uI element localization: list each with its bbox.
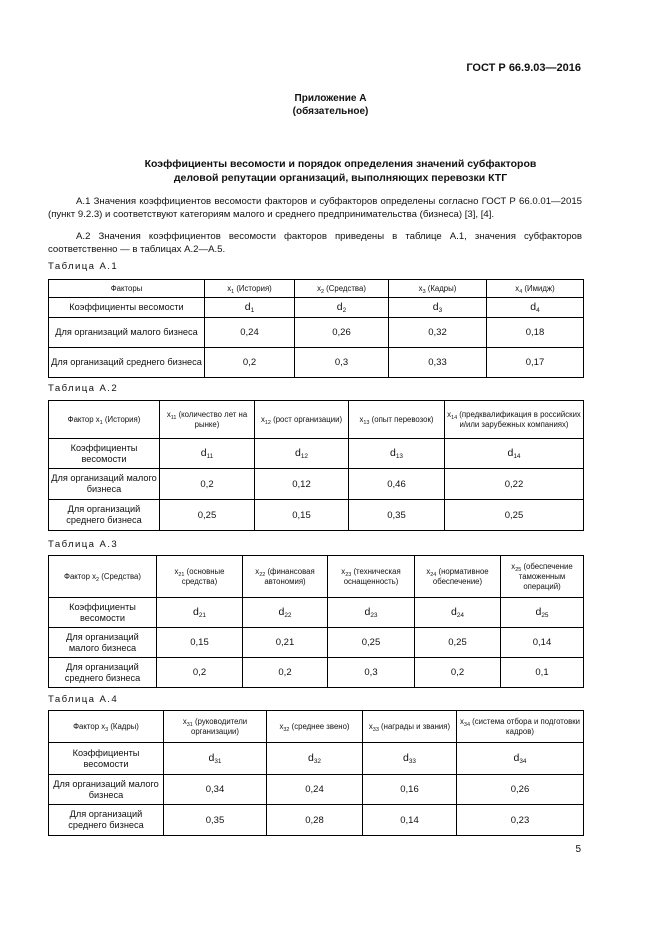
- paragraph-a2: А.2 Значения коэффициентов весомости факторов приведены в таблице А.1, значения субфакторов соответственно — в таблицах А.2—А.5.: [48, 231, 582, 255]
- value-cell: [157, 598, 243, 628]
- header-text: (основные средства): [181, 566, 225, 586]
- table-a1: [48, 279, 584, 378]
- symbol-subscript: 4: [519, 288, 523, 295]
- row-label: Для организаций среднего бизнеса: [49, 805, 164, 836]
- symbol-subscript: 3: [438, 307, 443, 314]
- header-cell: [267, 711, 363, 743]
- symbol-subscript: 13: [395, 453, 403, 460]
- symbol: x: [166, 409, 171, 419]
- value-cell: [363, 805, 457, 836]
- symbol: d: [200, 447, 207, 459]
- row-label: Коэффициенты весомости: [49, 439, 160, 469]
- table-row: [49, 439, 584, 469]
- row-label: Для организаций среднего бизнеса: [49, 500, 160, 531]
- symbol-subscript: 14: [513, 453, 521, 460]
- table-a3-caption: Таблица А.3: [48, 539, 119, 550]
- cell-value: 0,24: [240, 327, 259, 338]
- value-cell: [164, 775, 267, 805]
- table-a1-caption: Таблица А.1: [48, 261, 119, 272]
- symbol-subscript: 33: [408, 758, 416, 765]
- symbol: x: [418, 283, 423, 293]
- value-cell: [501, 628, 584, 658]
- symbol: d: [513, 752, 520, 764]
- cell-value: 0,2: [192, 667, 207, 678]
- value-cell: [501, 598, 584, 628]
- header-text: (система отбора и подготовки кадров): [469, 716, 580, 736]
- symbol-subscript: 3: [422, 288, 426, 295]
- symbol: x: [255, 566, 260, 576]
- cell-value: 0,12: [292, 478, 311, 490]
- value-cell: [243, 628, 328, 658]
- cell-value: 0,34: [205, 784, 225, 795]
- symbol-subscript: 25: [541, 612, 549, 619]
- value-cell: [389, 318, 487, 348]
- table-row: [49, 628, 584, 658]
- table-a4-caption: Таблица А.4: [48, 694, 119, 705]
- header-text: (количество лет на рынке): [176, 409, 248, 429]
- cell-value: 0,2: [278, 667, 292, 678]
- symbol: x: [101, 721, 106, 731]
- header-cell: [445, 401, 584, 439]
- symbol-subscript: 31: [214, 758, 222, 765]
- appendix-heading: [0, 92, 661, 118]
- value-cell: [164, 805, 267, 836]
- cell-value: 0,24: [305, 784, 324, 795]
- symbol-subscript: 21: [198, 612, 206, 619]
- value-cell: [415, 628, 501, 658]
- header-label: Факторы: [110, 283, 143, 293]
- symbol: d: [307, 752, 314, 764]
- row-label: Для организаций малого бизнеса: [49, 628, 157, 658]
- symbol-subscript: 2: [96, 576, 100, 583]
- value-cell: [255, 439, 349, 469]
- symbol: x: [426, 566, 431, 576]
- symbol-subscript: 2: [342, 307, 347, 314]
- cell-value: 0,26: [332, 327, 351, 338]
- cell-value: 0,21: [275, 637, 295, 648]
- symbol: d: [208, 752, 215, 764]
- header-text: (Кадры): [108, 721, 139, 731]
- row-label: Для организаций среднего бизнеса: [49, 658, 157, 688]
- value-cell: [389, 348, 487, 378]
- cell-value: 0,25: [504, 509, 524, 521]
- value-cell: [457, 805, 584, 836]
- header-text: (История): [234, 283, 272, 293]
- symbol: x: [460, 716, 464, 726]
- value-cell: [389, 298, 487, 318]
- symbol: x: [368, 721, 373, 731]
- symbol-subscript: 32: [283, 726, 290, 733]
- row-label: Для организаций малого бизнеса: [49, 469, 160, 500]
- table-row: [49, 658, 584, 688]
- symbol-subscript: 1: [99, 419, 103, 426]
- header-cell: [415, 556, 501, 598]
- symbol-subscript: 4: [536, 307, 540, 314]
- value-cell: [445, 500, 584, 531]
- value-cell: [487, 348, 584, 378]
- cell-value: 0,3: [334, 357, 349, 368]
- appendix-status: (обязательное): [292, 106, 369, 117]
- header-text: (руководители организации): [190, 716, 248, 736]
- cell-value: 0,17: [525, 357, 545, 368]
- header-cell: [389, 280, 487, 298]
- cell-value: 0,35: [205, 814, 225, 826]
- cell-value: 0,15: [190, 637, 209, 648]
- symbol: x: [260, 414, 265, 424]
- value-cell: [501, 658, 584, 688]
- symbol: d: [244, 301, 251, 313]
- cell-value: 0,2: [450, 667, 465, 678]
- cell-value: 0,1: [535, 667, 549, 678]
- value-cell: [255, 469, 349, 500]
- table-row: [49, 805, 584, 836]
- header-text: (предквалификация в российских и/или зарубежных компаниях): [457, 409, 581, 429]
- header-cell: [349, 401, 445, 439]
- symbol-subscript: 33: [372, 726, 379, 733]
- value-cell: [205, 298, 295, 318]
- header-cell: [243, 556, 328, 598]
- value-cell: [445, 439, 584, 469]
- value-cell: [205, 348, 295, 378]
- value-cell: [295, 298, 389, 318]
- value-cell: [160, 469, 255, 500]
- value-cell: [267, 775, 363, 805]
- value-cell: [243, 658, 328, 688]
- table-a4: [48, 710, 584, 836]
- symbol: x: [359, 414, 364, 424]
- header-cell: [295, 280, 389, 298]
- header-cell: [157, 556, 243, 598]
- header-label: Фактор: [73, 721, 102, 731]
- symbol-subscript: 1: [250, 307, 255, 314]
- symbol: x: [511, 561, 516, 571]
- appendix-title: Приложение А: [294, 93, 367, 104]
- symbol: x: [227, 283, 232, 293]
- value-cell: [457, 743, 584, 775]
- symbol-subscript: 11: [206, 453, 214, 460]
- symbol-subscript: 22: [284, 612, 292, 619]
- value-cell: [205, 318, 295, 348]
- symbol-subscript: 31: [186, 721, 193, 728]
- value-cell: [349, 469, 445, 500]
- title-line-1: Коэффициенты весомости и порядок определения значений субфакторов: [144, 158, 537, 170]
- symbol-subscript: 25: [515, 566, 522, 573]
- cell-value: 0,14: [400, 814, 419, 826]
- table-row: [49, 500, 584, 531]
- cell-value: 0,25: [448, 637, 467, 648]
- symbol: d: [389, 447, 396, 459]
- symbol-subscript: 34: [519, 758, 527, 765]
- header-text: (среднее звено): [289, 721, 350, 731]
- symbol-subscript: 24: [456, 612, 464, 619]
- cell-value: 0,46: [387, 478, 406, 490]
- value-cell: [267, 805, 363, 836]
- symbol-subscript: 23: [345, 571, 352, 578]
- header-cell: [49, 401, 160, 439]
- header-label: Фактор: [67, 414, 96, 424]
- header-cell: [49, 280, 205, 298]
- symbol: x: [95, 414, 100, 424]
- table-row: [49, 348, 584, 378]
- header-cell: [164, 711, 267, 743]
- value-cell: [295, 348, 389, 378]
- header-text: (рост организации): [270, 414, 343, 424]
- symbol: x: [447, 409, 452, 419]
- cell-value: 0,35: [387, 509, 406, 521]
- header-text: (финансовая автономия): [264, 566, 315, 586]
- header-cell: [487, 280, 584, 298]
- value-cell: [457, 775, 584, 805]
- value-cell: [157, 658, 243, 688]
- header-text: (опыт перевозок): [369, 414, 434, 424]
- symbol: x: [182, 716, 187, 726]
- value-cell: [363, 743, 457, 775]
- header-cell: [255, 401, 349, 439]
- value-cell: [160, 500, 255, 531]
- value-cell: [415, 598, 501, 628]
- cell-value: 0,14: [532, 637, 552, 648]
- symbol: d: [364, 606, 371, 618]
- header-text: (Средства): [99, 571, 141, 581]
- header-text: (История): [102, 414, 141, 424]
- cell-value: 0,2: [200, 478, 214, 490]
- header-text: (нормативное обеспечение): [432, 566, 489, 586]
- symbol: d: [336, 301, 343, 313]
- header-text: (Кадры): [425, 283, 457, 293]
- cell-value: 0,22: [504, 478, 524, 490]
- table-row: [49, 775, 584, 805]
- row-label: Для организаций малого бизнеса: [49, 775, 164, 805]
- value-cell: [267, 743, 363, 775]
- header-text: (Средства): [324, 283, 366, 293]
- header-text: (техническая оснащенность): [343, 566, 401, 586]
- table-row: [49, 469, 584, 500]
- symbol-subscript: 14: [451, 414, 458, 421]
- header-text: (Имидж): [522, 283, 555, 293]
- cell-value: 0,23: [510, 814, 530, 826]
- symbol: d: [192, 606, 199, 618]
- symbol: d: [535, 606, 542, 618]
- table-row: [49, 298, 584, 318]
- row-label: Коэффициенты весомости: [49, 743, 164, 775]
- header-cell: [328, 556, 415, 598]
- row-label: Коэффициенты весомости: [49, 298, 205, 318]
- table-a2: [48, 400, 584, 531]
- symbol-subscript: 34: [463, 721, 470, 728]
- symbol: x: [317, 283, 321, 293]
- header-cell: [501, 556, 584, 598]
- header-label: Фактор: [64, 571, 93, 581]
- cell-value: 0,32: [428, 327, 447, 338]
- header-text: (награды и звания): [378, 721, 451, 731]
- standard-header: ГОСТ Р 66.9.03—2016: [466, 62, 581, 74]
- symbol: d: [507, 447, 514, 459]
- document-title: [50, 157, 631, 185]
- value-cell: [415, 658, 501, 688]
- symbol-subscript: 24: [430, 571, 437, 578]
- table-a3: [48, 555, 584, 688]
- header-cell: [205, 280, 295, 298]
- row-label: Для организаций малого бизнеса: [49, 318, 205, 348]
- cell-value: 0,15: [292, 509, 311, 521]
- value-cell: [164, 743, 267, 775]
- symbol: d: [432, 301, 439, 313]
- value-cell: [243, 598, 328, 628]
- symbol: d: [530, 301, 537, 313]
- header-cell: [457, 711, 584, 743]
- value-cell: [349, 500, 445, 531]
- cell-value: 0,25: [197, 509, 217, 521]
- value-cell: [349, 439, 445, 469]
- table-a2-caption: Таблица А.2: [48, 383, 119, 394]
- cell-value: 0,26: [510, 784, 530, 795]
- page-number: 5: [575, 844, 581, 855]
- symbol-subscript: 22: [259, 571, 266, 578]
- symbol-subscript: 3: [105, 726, 109, 733]
- cell-value: 0,18: [525, 327, 545, 338]
- header-cell: [49, 556, 157, 598]
- value-cell: [445, 469, 584, 500]
- row-label: Коэффициенты весомости: [49, 598, 157, 628]
- symbol: d: [402, 752, 409, 764]
- symbol-subscript: 13: [363, 419, 370, 426]
- symbol-subscript: 23: [370, 612, 378, 619]
- symbol: d: [294, 447, 301, 459]
- symbol-subscript: 11: [170, 414, 177, 421]
- table-row: [49, 743, 584, 775]
- symbol-subscript: 32: [313, 758, 321, 765]
- symbol-subscript: 1: [231, 288, 235, 295]
- value-cell: [295, 318, 389, 348]
- value-cell: [328, 628, 415, 658]
- paragraph-a1: А.1 Значения коэффициентов весомости факторов и субфакторов определены согласно ГОСТ Р 66.0.01—2015 (пункт 9.2.3) и соответствуют категориям малого и среднего предпринимательства (бизнеса) [3], [4].: [48, 196, 582, 220]
- value-cell: [363, 775, 457, 805]
- symbol-subscript: 2: [320, 288, 325, 295]
- value-cell: [487, 318, 584, 348]
- cell-value: 0,16: [400, 784, 419, 795]
- header-cell: [49, 711, 164, 743]
- symbol: x: [92, 571, 97, 581]
- value-cell: [157, 628, 243, 658]
- title-line-2: деловой репутации организаций, выполняющих перевозки КТГ: [173, 172, 508, 184]
- symbol: x: [174, 566, 179, 576]
- symbol-subscript: 12: [300, 453, 308, 460]
- header-cell: [363, 711, 457, 743]
- cell-value: 0,25: [361, 637, 381, 648]
- cell-value: 0,3: [364, 667, 378, 678]
- value-cell: [160, 439, 255, 469]
- value-cell: [328, 658, 415, 688]
- header-cell: [160, 401, 255, 439]
- table-row: [49, 318, 584, 348]
- table-row: [49, 598, 584, 628]
- cell-value: 0,2: [242, 357, 257, 368]
- header-text: (обеспечение таможенным операций): [518, 561, 573, 591]
- cell-value: 0,33: [428, 357, 447, 368]
- row-label: Для организаций среднего бизнеса: [49, 348, 205, 378]
- value-cell: [328, 598, 415, 628]
- cell-value: 0,28: [305, 814, 324, 826]
- value-cell: [255, 500, 349, 531]
- symbol: x: [279, 721, 284, 731]
- symbol: d: [450, 606, 457, 618]
- symbol-subscript: 12: [264, 419, 271, 426]
- symbol: x: [341, 566, 346, 576]
- symbol: x: [515, 283, 520, 293]
- symbol-subscript: 21: [178, 571, 185, 578]
- symbol: d: [278, 606, 285, 618]
- value-cell: [487, 298, 584, 318]
